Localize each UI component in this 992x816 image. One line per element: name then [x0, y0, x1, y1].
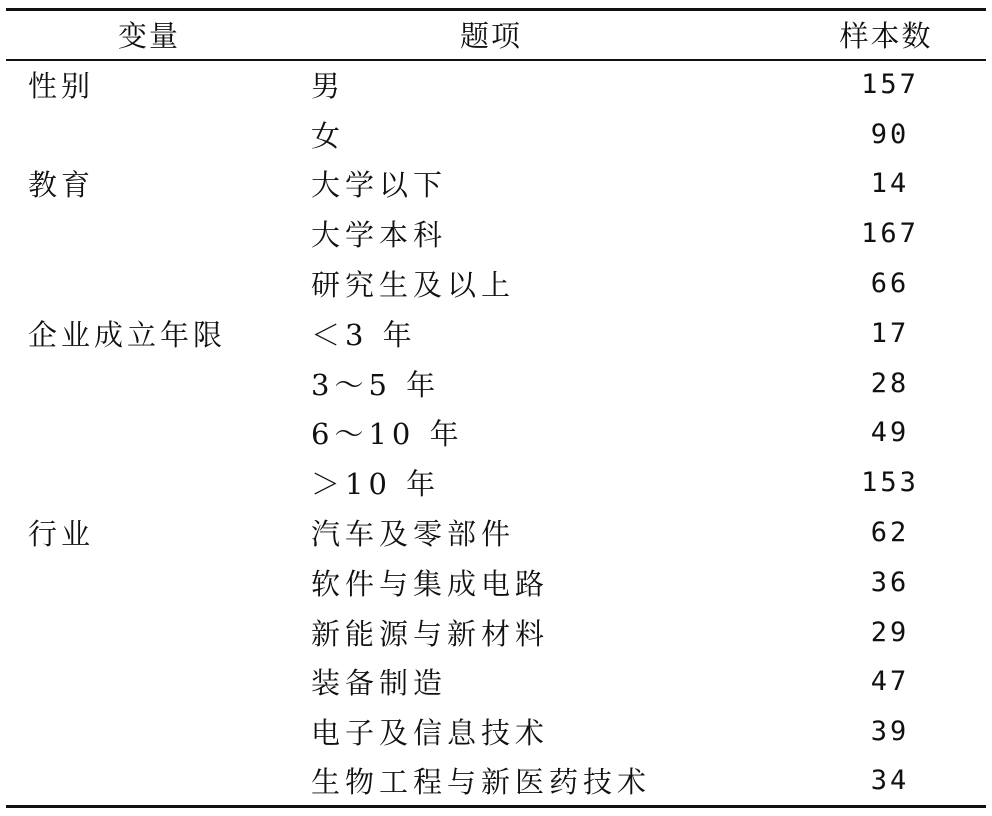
table-row — [6, 308, 986, 358]
table-row — [6, 707, 986, 757]
row-count: 66 — [870, 268, 910, 300]
row-item: 3～5 年 — [311, 367, 441, 402]
row-variable: 企业成立年限 — [28, 317, 227, 352]
table-row — [6, 508, 986, 558]
row-count: 39 — [870, 716, 910, 748]
row-variable: 行业 — [28, 517, 95, 552]
row-count: 14 — [870, 168, 910, 200]
row-item: ＞10 年 — [311, 467, 441, 502]
row-variable — [6, 657, 296, 707]
row-item: 大学以下 — [311, 168, 448, 203]
row-variable — [6, 358, 296, 408]
row-count: 167 — [861, 218, 919, 250]
row-item: 大学本科 — [311, 218, 448, 253]
row-count: 28 — [870, 367, 910, 399]
row-item: 软件与集成电路 — [311, 566, 550, 601]
row-variable: 性别 — [28, 69, 95, 104]
row-item: 男 — [311, 69, 346, 104]
row-variable: 教育 — [28, 168, 95, 203]
header-item: 题项 — [296, 10, 766, 60]
row-count: 90 — [870, 118, 910, 150]
row-item: 装备制造 — [311, 666, 448, 701]
table-row — [6, 259, 986, 309]
row-item: 6～10 年 — [311, 417, 464, 452]
row-variable — [6, 557, 296, 607]
row-item: 研究生及以上 — [311, 268, 516, 303]
row-variable — [6, 109, 296, 159]
row-variable — [6, 607, 296, 657]
row-count: 34 — [766, 757, 986, 807]
table-row — [6, 209, 986, 259]
row-count: 49 — [870, 417, 910, 449]
row-variable — [6, 757, 296, 807]
table-row — [6, 159, 986, 209]
row-count: 153 — [861, 467, 919, 499]
sample-statistics-table — [6, 8, 986, 808]
row-variable — [6, 458, 296, 508]
row-item: 生物工程与新医药技术 — [296, 757, 766, 807]
header-variable: 变量 — [6, 10, 296, 60]
row-variable — [6, 408, 296, 458]
sample-table-container — [6, 8, 986, 808]
table-row — [6, 458, 986, 508]
header-count: 样本数 — [766, 10, 986, 60]
row-item: 女 — [311, 118, 346, 153]
table-row — [6, 60, 986, 110]
row-variable — [6, 209, 296, 259]
table-row — [6, 657, 986, 707]
row-item: 新能源与新材料 — [311, 616, 550, 651]
row-count: 62 — [870, 517, 910, 549]
row-item: 电子及信息技术 — [311, 716, 550, 751]
row-count: 17 — [870, 317, 910, 349]
row-variable — [6, 259, 296, 309]
row-count: 47 — [870, 666, 910, 698]
table-row — [6, 109, 986, 159]
table-row — [6, 757, 986, 807]
row-count: 157 — [861, 69, 919, 101]
table-body — [6, 60, 986, 807]
row-count: 36 — [870, 566, 910, 598]
row-count: 29 — [870, 616, 910, 648]
table-row — [6, 557, 986, 607]
header-row — [6, 10, 986, 60]
table-row — [6, 408, 986, 458]
row-item: 汽车及零部件 — [311, 517, 516, 552]
row-item: ＜3 年 — [311, 317, 417, 352]
table-header — [6, 10, 986, 60]
table-row — [6, 607, 986, 657]
row-variable — [6, 707, 296, 757]
table-row — [6, 358, 986, 408]
